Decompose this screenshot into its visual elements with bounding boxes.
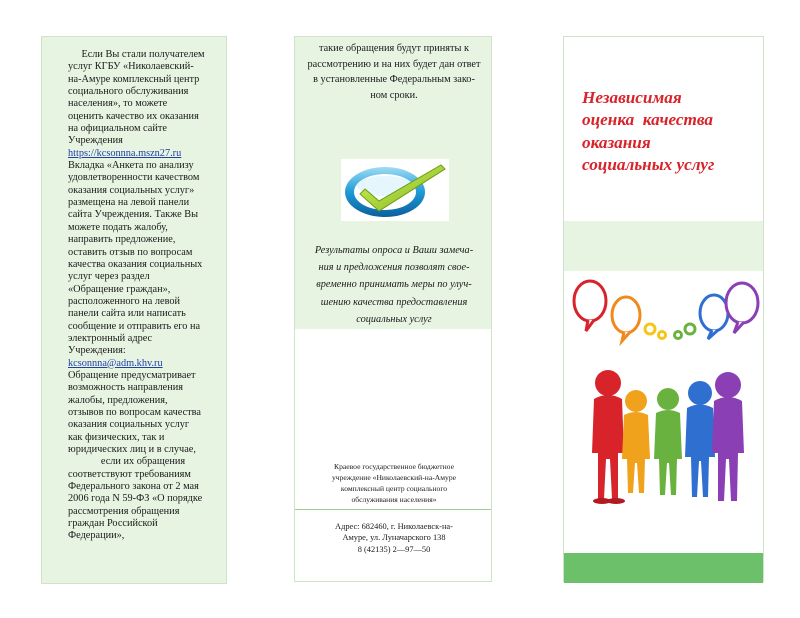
title-line: оказания [582, 132, 651, 152]
text-line: юридических лиц и в случае, [68, 444, 196, 455]
text-line: сообщение и отправить его на [68, 320, 201, 332]
text-line: качества оказания социальных [68, 258, 203, 270]
text-line: размещена на левой панели [68, 197, 190, 209]
text-line: Амуре, ул. Луначарского 138 [342, 533, 446, 543]
brochure-title [582, 87, 762, 177]
text-line: электронный адрес [68, 332, 153, 344]
text-line: оценить качество их оказания [68, 110, 199, 122]
text-line: обслуживания населения» [351, 495, 437, 504]
text-line: социальных услуг [356, 313, 432, 325]
left-panel [41, 36, 227, 584]
text-line: панели сайта или написать [68, 308, 186, 320]
text-line: на-Амуре комплексный центр [68, 73, 200, 85]
text-line: учреждение «Николаевский-на-Амуре [331, 473, 456, 482]
text-line: Учреждения: [68, 345, 126, 357]
text-line: можете подать жалобу, [68, 221, 168, 233]
text-line: 2006 года N 59-ФЗ «О порядке [68, 493, 203, 505]
middle-panel [294, 36, 492, 582]
text-line: возможность направления [68, 382, 184, 394]
survey-results-text [299, 242, 489, 328]
text-line: сайта Учреждения. Также Вы [68, 209, 199, 221]
text-line: комплексный центр социального [340, 484, 448, 493]
title-line: оценка качества [582, 110, 714, 130]
text-line: оказания социальных услуг» [68, 184, 195, 196]
text-line: Вкладка «Анкета по анализу [68, 160, 194, 172]
text-line: граждан Российской [68, 518, 158, 530]
text-line: рассмотрению и на них будет дан ответ [307, 58, 481, 70]
text-line: оказания социальных услуг [68, 419, 190, 431]
text-line: Если Вы стали получателем [81, 49, 205, 60]
text-line: услуг КГБУ «Николаевский- [68, 61, 194, 73]
text-line: социального обслуживания [68, 86, 189, 98]
text-line: удовлетворенности качеством [68, 172, 200, 184]
people-with-speech-bubbles-icon [566, 273, 763, 549]
checkmark-icon [341, 159, 449, 221]
text-line: соответствуют требованиям [68, 468, 191, 480]
text-line: Адрес: 682460, г. Николаевск-на- [335, 522, 453, 531]
text-line: «Обращение граждан», [68, 283, 171, 295]
text-line: в установленные Федеральным зако- [313, 74, 475, 85]
text-line: Краевое государственное бюджетное [334, 462, 454, 471]
title-line: Независимая [582, 88, 682, 107]
address-block [307, 521, 481, 555]
middle-top-section [295, 37, 491, 329]
text-line: Учреждения [68, 135, 123, 147]
title-section [564, 37, 763, 221]
green-band [564, 221, 763, 271]
text-line: Федерального закона от 2 мая [68, 481, 199, 493]
text-line: такие обращения будут приняты к [318, 43, 469, 54]
text-line: 8 (42135) 2—97—50 [357, 544, 431, 554]
text-line: как физических, так и [68, 431, 165, 443]
text-line: рассмотрения обращения [68, 505, 180, 517]
text-line: Результаты опроса и Ваши замеча- [314, 245, 474, 256]
text-line: жалобы, предложения, [68, 394, 168, 406]
website-link[interactable]: https://kcsonnna.mszn27.ru [68, 147, 182, 159]
text-line: шению качества предоставления [320, 296, 468, 308]
text-line: на официальном сайте [68, 123, 167, 135]
text-line: оставить отзыв по вопросам [68, 246, 193, 258]
text-line: направить предложение, [68, 234, 176, 246]
text-line: ния и предложения позволят свое- [318, 262, 470, 274]
text-line: ном сроки. [370, 89, 418, 101]
text-line: если их обращения [100, 456, 186, 468]
text-line: расположенного на левой [68, 295, 181, 307]
divider [295, 509, 491, 510]
title-line: социальных услуг [582, 155, 715, 175]
green-footer-bar [564, 553, 763, 583]
text-line: населения», то можете [68, 98, 168, 110]
text-line: Федерации», [68, 530, 125, 542]
text-line: отзывов по вопросам качества [68, 406, 201, 418]
email-link[interactable]: kcsonnna@adm.khv.ru [68, 357, 163, 369]
right-panel [563, 36, 764, 582]
text-line: Обращение предусматривает [68, 369, 196, 381]
left-panel-text [68, 49, 218, 543]
middle-top-text [301, 41, 487, 103]
organization-name [307, 461, 481, 505]
text-line: временно принимать меры по улуч- [316, 279, 472, 291]
text-line: услуг через раздел [68, 271, 150, 283]
